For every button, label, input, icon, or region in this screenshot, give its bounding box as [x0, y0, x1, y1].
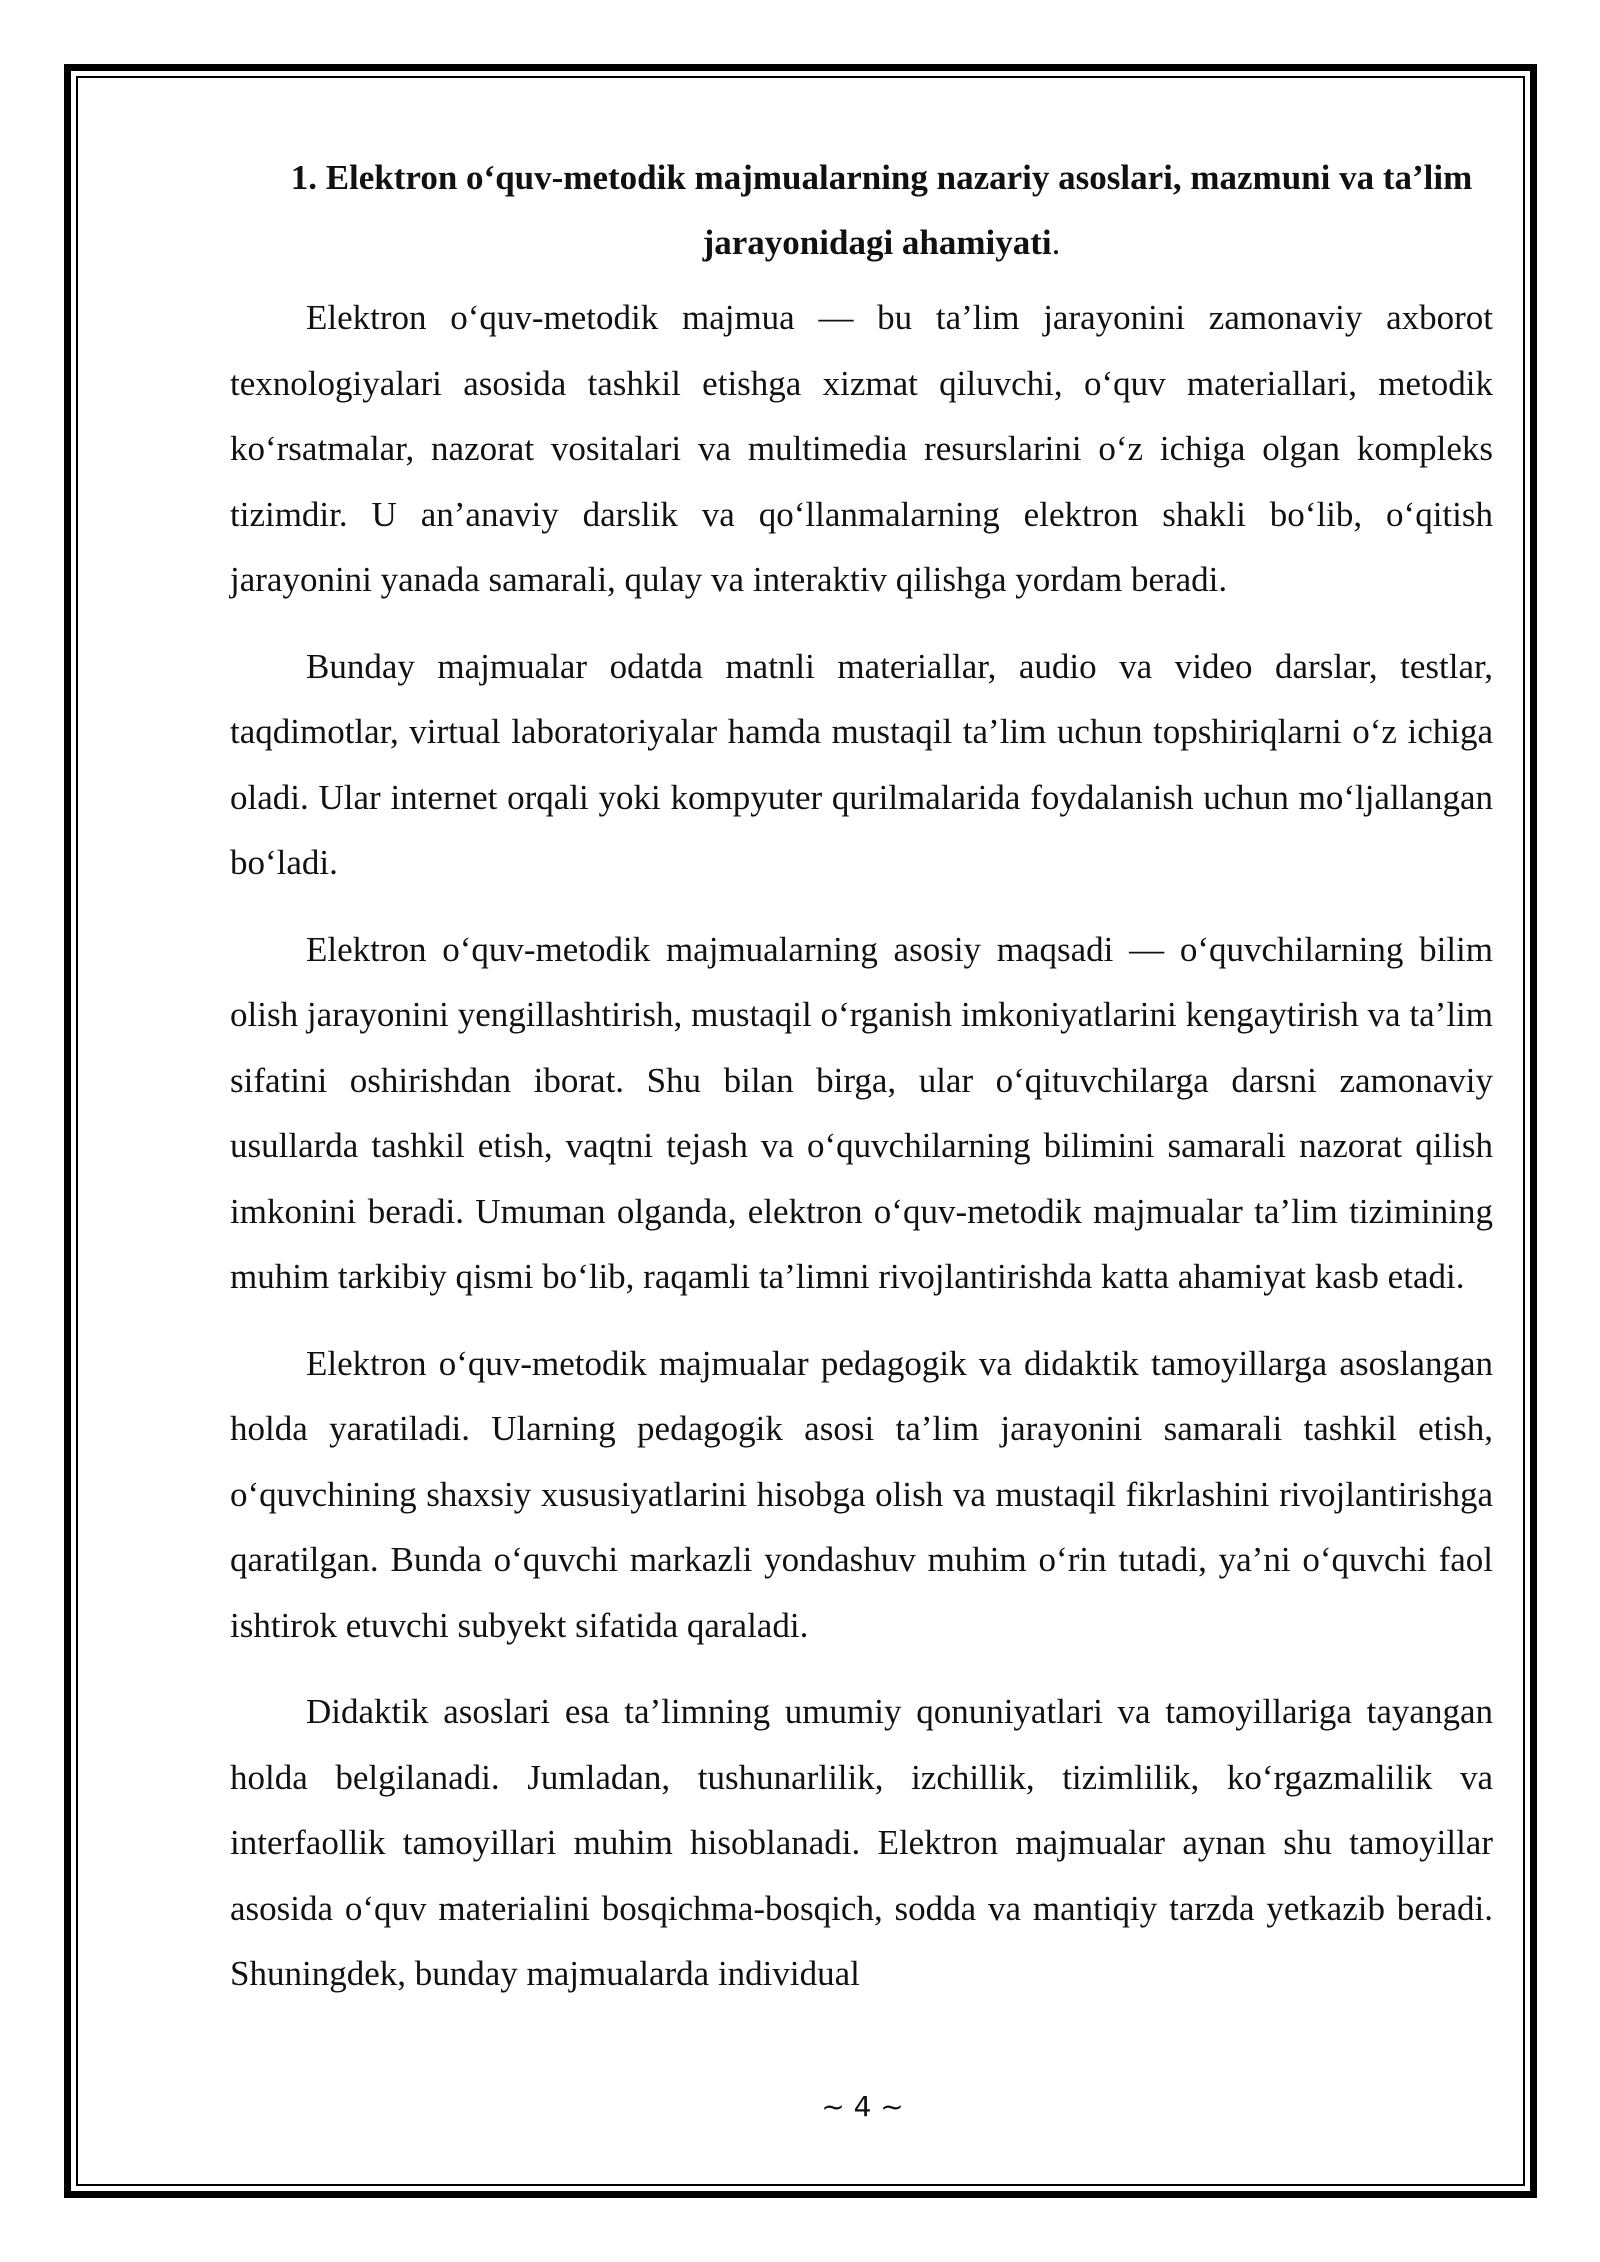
paragraph-5: Didaktik asoslari esa ta’limning umumiy qonuniyatlari va tamoyillariga tayangan holda belgilanadi. Jumladan, tushunarlilik, izchillik, tizimlilik, ko‘rgazmalilik va interfaollik tamoyillari muhim hisoblanadi. Elektron majmualar aynan shu tamoyillar asosida o‘quv materialini bosqichma-bosqich, sodda va mantiqiy tarzda yetkazib beradi. Shuningdek, bunday majmualarda individual	[230, 1692, 1493, 1993]
heading-period: .	[1051, 223, 1061, 262]
heading-text: 1. Elektron o‘quv-metodik majmualarning nazariy asoslari, mazmuni va ta’lim jarayonidagi ahamiyati	[290, 158, 1473, 262]
paragraph-2: Bunday majmualar odatda matnli materiallar, audio va video darslar, testlar, taqdimotlar, virtual laboratoriyalar hamda mustaqil ta’lim uchun topshiriqlarni o‘z ichiga oladi. Ular internet orqali yoki kompyuter qurilmalarida foydalanish uchun mo‘ljallangan bo‘ladi.	[230, 646, 1493, 882]
paragraph-4: Elektron o‘quv-metodik majmualar pedagogik va didaktik tamoyillarga asoslangan holda yaratiladi. Ularning pedagogik asosi ta’lim jarayonini samarali tashkil etish, o‘quvchining shaxsiy xususiyatlarini hisobga olish va mustaqil fikrlashini rivojlantirishga qaratilgan. Bunda o‘quvchi markazli yondashuv muhim o‘rin tutadi, ya’ni o‘quvchi faol ishtirok etuvchi subyekt sifatida qaraladi.	[230, 1343, 1493, 1645]
paragraph-3: Elektron o‘quv-metodik majmualarning asosiy maqsadi — o‘quvchilarning bilim olish jarayonini yengillashtirish, mustaqil o‘rganish imkoniyatlarini kengaytirish va ta’lim sifatini oshirishdan iborat. Shu bilan birga, ular o‘qituvchilarga darsni zamonaviy usullarda tashkil etish, vaqtni tejash va o‘quvchilarning bilimini samarali nazorat qilish imkonini beradi. Umuman olganda, elektron o‘quv-metodik majmualar ta’lim tizimining muhim tarkibiy qismi bo‘lib, raqamli ta’limni rivojlantirishda katta ahamiyat kasb etadi.	[230, 929, 1493, 1296]
section-heading	[230, 145, 1493, 275]
page-number: ~ 4 ~	[821, 2090, 904, 2123]
paragraph-1: Elektron o‘quv-metodik majmua — bu ta’lim jarayonini zamonaviy axborot texnologiyalari asosida tashkil etishga xizmat qiluvchi, o‘quv materiallari, metodik ko‘rsatmalar, nazorat vositalari va multimedia resurslarini o‘z ichiga olgan kompleks tizimdir. U an’anaviy darslik va qo‘llanmalarning elektron shakli bo‘lib, o‘qitish jarayonini yanada samarali, qulay va interaktiv qilishga yordam beradi.	[230, 298, 1493, 599]
page-content	[230, 145, 1493, 2028]
